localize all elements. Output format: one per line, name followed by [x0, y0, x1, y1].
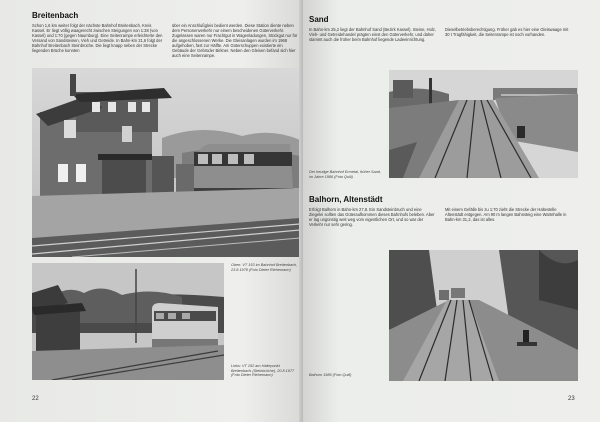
caption-bottom-photo: Links: VT 152 am Haltepunkt Breitenbach (Steinbrüche), 20.8.1977 (Foto Dieter Riehemann) [231, 364, 295, 378]
text-column-1: Schon 1,6 km weiter folgt der nächste Bahnhof Breitenbach, Kreis Kassel. Er liegt völlig waagerecht zwischen Steigungen von 1:38 (von Kassel) und 1:70 (gegen Naumburg). Eine Seitenrampe erleichterte den Versand von Sandsteinen, Vieh und Getreide. In Bahn-km 21,6 folgt der Bahnhof Breitenbach Steinbrüche. Die liegt knapp neben der Strecke liegenden Brüche konnten [32, 23, 163, 53]
photo-breitenbach-station [32, 68, 300, 257]
page-number-left: 22 [32, 396, 39, 402]
text-column-2: über ein Anschlußgleis bedient werden. Diese Station diente neben dem Personenverkehr nur einem bescheidenen Güterverkehr. Zugelassen waren nur Frachtgut in Wagenladungen, Stückgut nur für die angeschlossenen Werke. Die Gleisanlagen wurden im 1968 aufgehoben, fast zur Hälfte. Am Güterschuppen existierte ein Gebäude der Gebrüder Birkner. Neben den Gleisen befand sich hier auch eine Seitenrampe. [172, 23, 298, 58]
photo-breitenbach-steinbrueche [32, 263, 224, 380]
balhorn-text-column-2: Mit einem Gefälle bis zu 1:70 zieht die Strecke der Haltestelle Altenstädt entgegen. Am 90 m langen Bahnsteig eine Wartehalle in Bahn-km 31,2, das ist alles. [445, 207, 567, 222]
caption-top-photo: Oben: VT 153 im Bahnhof Breitenbach, 23.8.1978 (Foto Dieter Riehemann) [231, 263, 298, 272]
section-heading-sand: Sand [309, 15, 329, 24]
page-number-right: 23 [568, 396, 575, 402]
sand-text-column-1: In Bahn-km 25,2 liegt der Bahnhof Sand (Bezirk Kassel). Steine, Holz, Vieh- und Getreidehandel prägten einst den Güterverkehr, und daher stammt auch die früher beim Bahnhof liegende Ladeeinrichtung. [309, 27, 436, 42]
section-heading-breitenbach: Breitenbach [32, 11, 79, 20]
photo-balhorn-station [389, 250, 578, 381]
right-page [303, 0, 600, 422]
balhorn-text-column-1: Erfolgt Balhorn in Bahn-km 27,8. Ein Sandsteinbruch und eine Ziegelei sollten das Güteraufkommen dieses Bahnhofs beleben. Aber er lag ungünstig weit weg vom eigentlichen Ort, und so war der Verkehr nur sehr gering. [309, 207, 435, 227]
photo-sand-station [389, 70, 578, 178]
caption-balhorn-photo: Balhorn 1986 (Foto Quill) [309, 373, 352, 377]
sand-text-column-2: Dieselbetriebsberechtigung. Früher gab es hier eine Gleiswaage mit 30 t Tragfähigkeit, die Seitenrampe ist noch vorhanden. [445, 27, 569, 37]
section-heading-balhorn: Balhorn, Altenstädt [309, 195, 383, 204]
caption-sand-photo: Der heutige Bahnhof Ermetal, früher Sand, im Jahre 1986 (Foto Quill) [309, 170, 381, 179]
